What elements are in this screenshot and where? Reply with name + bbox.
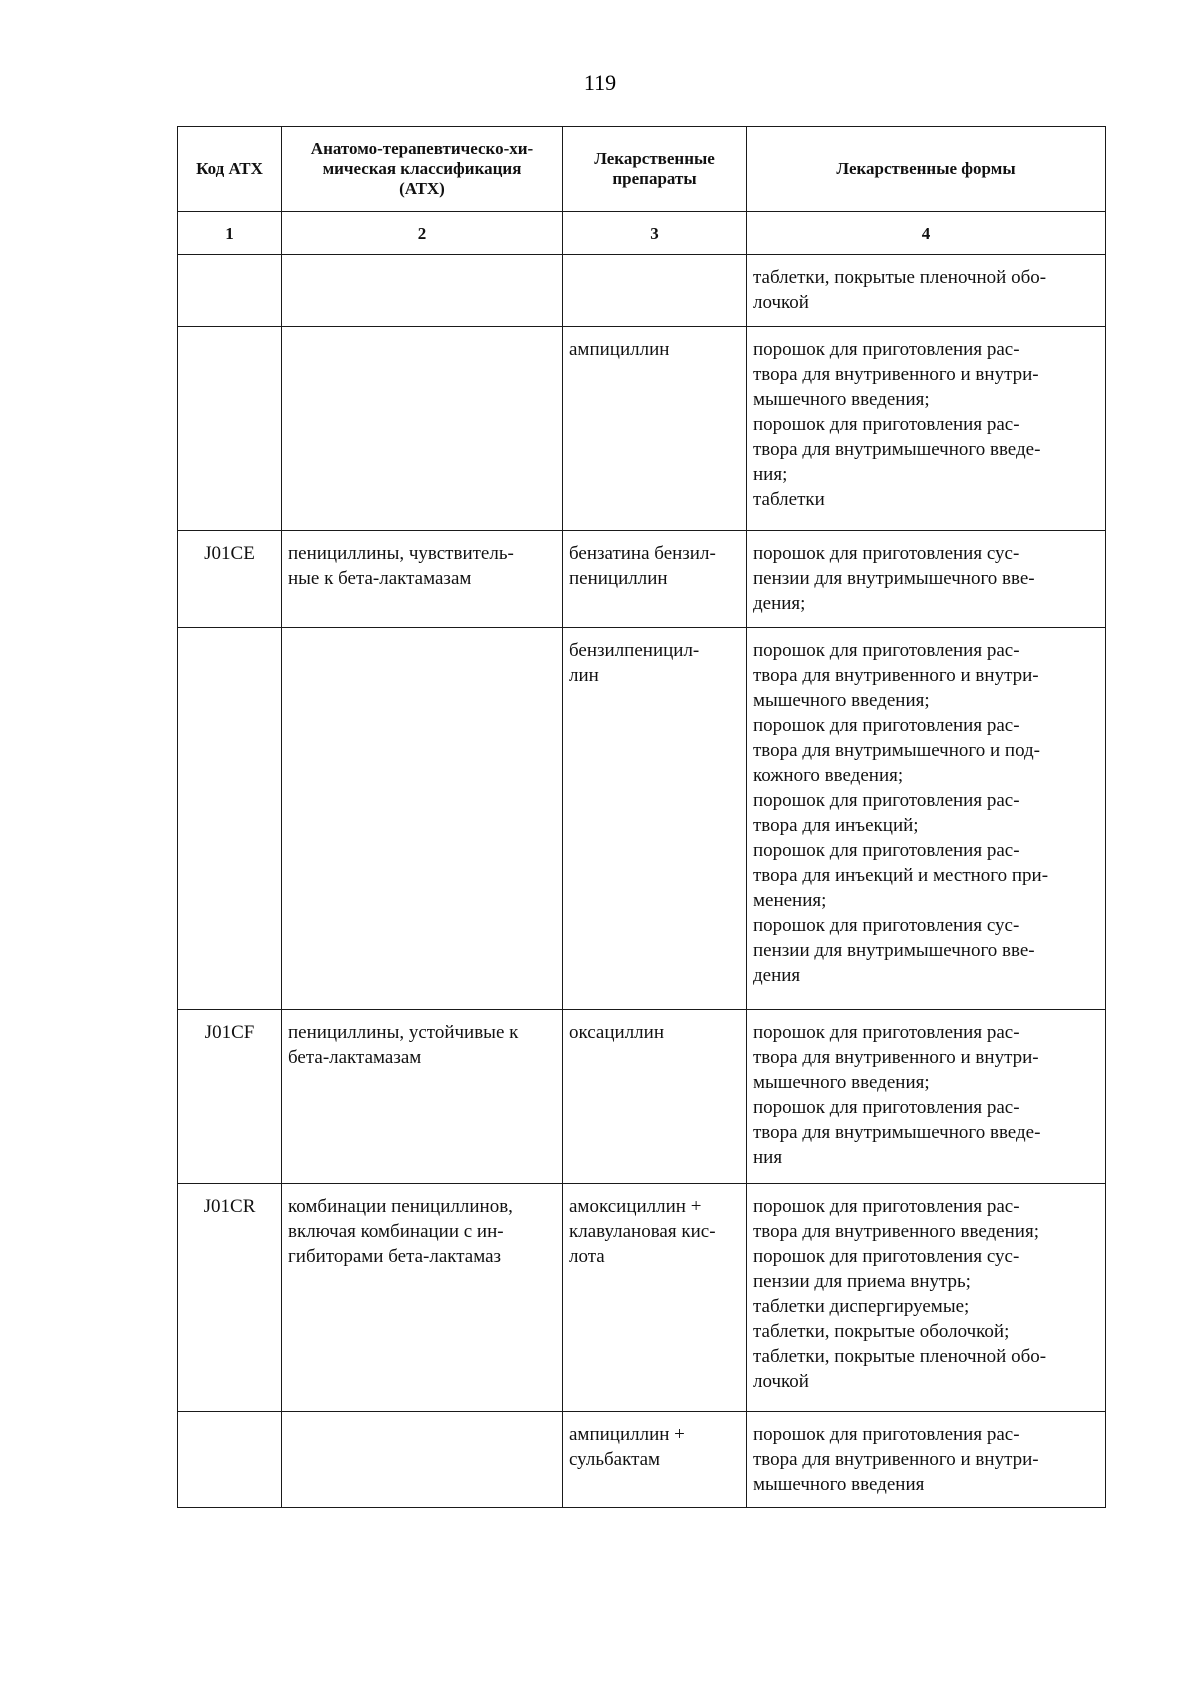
drug-cell: ампициллин	[563, 327, 747, 531]
classification-cell	[282, 255, 563, 327]
column-number: 2	[282, 212, 563, 255]
atx-code-cell: J01CE	[178, 531, 282, 628]
drug-cell: амоксициллин + клавулановая кис- лота	[563, 1184, 747, 1412]
column-number-row	[178, 212, 1106, 255]
table-header-row	[178, 127, 1106, 212]
atx-code-cell: J01CF	[178, 1010, 282, 1184]
dosage-forms-cell: порошок для приготовления сус- пензии для внутримышечного вве- дения;	[747, 531, 1106, 628]
page-number: 119	[583, 70, 617, 95]
dosage-forms-cell: порошок для приготовления рас- твора для внутривенного введения; порошок для приготовления сус- пензии для приема внутрь; таблетки диспергируемые; таблетки, покрытые оболочкой; таблетки, покрытые пленочной обо- лочкой	[747, 1184, 1106, 1412]
dosage-forms-cell: порошок для приготовления рас- твора для внутривенного и внутри- мышечного введения	[747, 1412, 1106, 1508]
header-atx-code: Код АТХ	[178, 127, 282, 212]
dosage-forms-cell: таблетки, покрытые пленочной обо- лочкой	[747, 255, 1106, 327]
classification-cell	[282, 327, 563, 531]
atx-drug-table	[177, 126, 1106, 1508]
column-number: 4	[747, 212, 1106, 255]
table-row	[178, 628, 1106, 1010]
atx-code-cell	[178, 1412, 282, 1508]
drug-cell: ампициллин + сульбактам	[563, 1412, 747, 1508]
atx-code-cell	[178, 255, 282, 327]
classification-cell	[282, 1412, 563, 1508]
column-number: 1	[178, 212, 282, 255]
drug-cell: бензилпеницил- лин	[563, 628, 747, 1010]
dosage-forms-cell: порошок для приготовления рас- твора для внутривенного и внутри- мышечного введения; порошок для приготовления рас- твора для внутримышечного введе- ния; таблетки	[747, 327, 1106, 531]
classification-cell	[282, 628, 563, 1010]
dosage-forms-cell: порошок для приготовления рас- твора для внутривенного и внутри- мышечного введения; порошок для приготовления рас- твора для внутримышечного и под- кожного введения; порошок для приготовления рас- твора для инъекций; порошок для приготовления рас- твора для инъекций и местного при- менения; порошок для приготовления сус- пензии для внутримышечного вве- дения	[747, 628, 1106, 1010]
column-number: 3	[563, 212, 747, 255]
classification-cell: комбинации пенициллинов, включая комбинации с ин- гибиторами бета-лактамаз	[282, 1184, 563, 1412]
table-row	[178, 1184, 1106, 1412]
drug-cell: оксациллин	[563, 1010, 747, 1184]
drug-cell: бензатина бензил- пенициллин	[563, 531, 747, 628]
header-atx-classification: Анатомо-терапевтическо-хи- мическая классификация (АТХ)	[282, 127, 563, 212]
atx-code-cell	[178, 327, 282, 531]
atx-code-cell: J01CR	[178, 1184, 282, 1412]
classification-cell: пенициллины, чувствитель- ные к бета-лактамазам	[282, 531, 563, 628]
classification-cell: пенициллины, устойчивые к бета-лактамазам	[282, 1010, 563, 1184]
dosage-forms-cell: порошок для приготовления рас- твора для внутривенного и внутри- мышечного введения; порошок для приготовления рас- твора для внутримышечного введе- ния	[747, 1010, 1106, 1184]
header-drugs: Лекарственные препараты	[563, 127, 747, 212]
atx-code-cell	[178, 628, 282, 1010]
header-dosage-forms: Лекарственные формы	[747, 127, 1106, 212]
table-row	[178, 1412, 1106, 1508]
table-row	[178, 531, 1106, 628]
table-row	[178, 255, 1106, 327]
drug-cell	[563, 255, 747, 327]
table-row	[178, 327, 1106, 531]
table-row	[178, 1010, 1106, 1184]
